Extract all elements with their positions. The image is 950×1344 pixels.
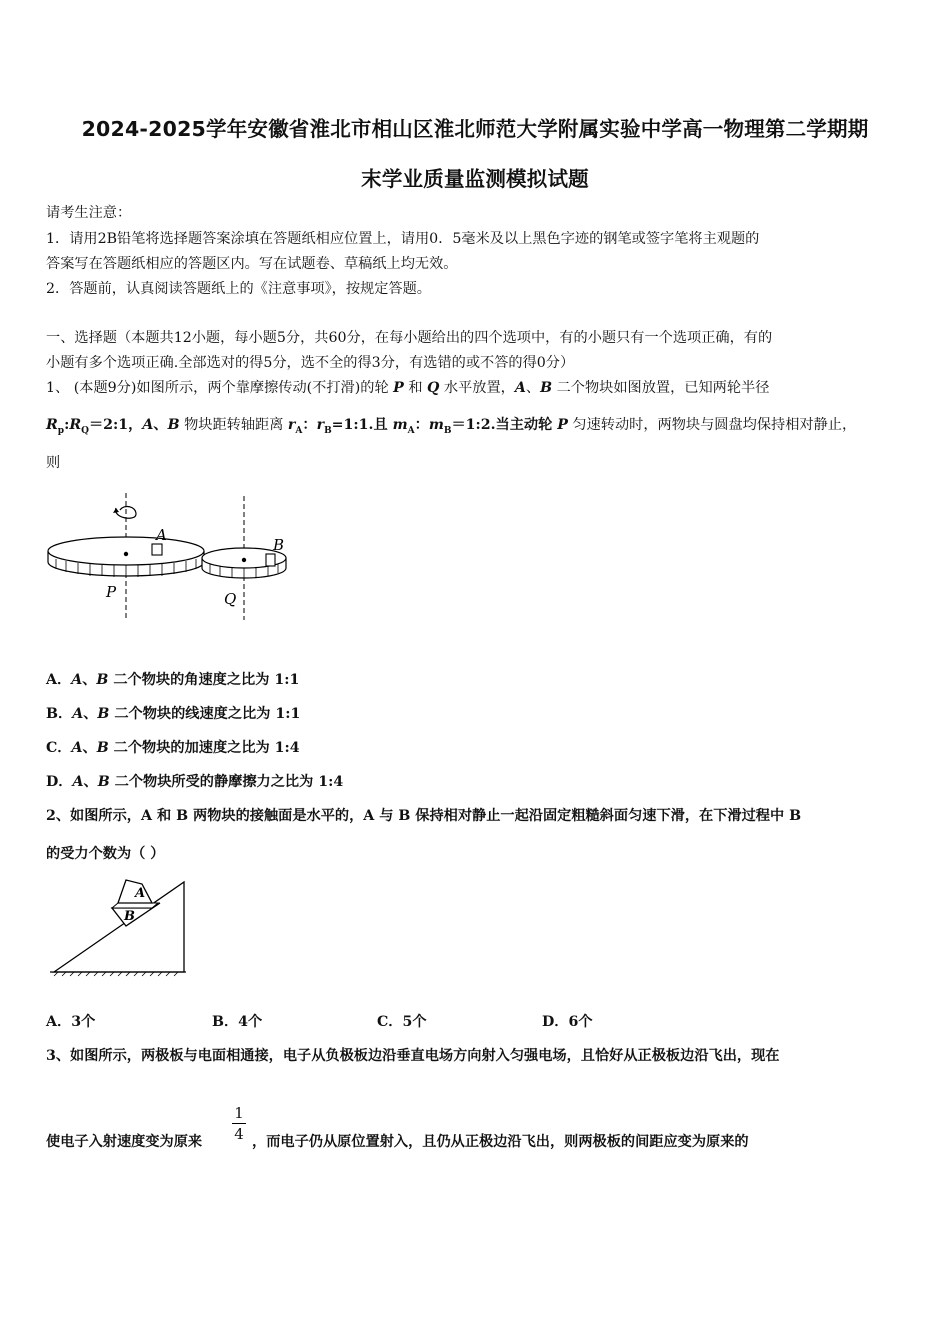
question-1-stem-line2: $R_p:R_Q=2:1$，A、B 物块距转轴距离 $r_A$：$r_B=1:1$.且 $m_A$：$m_B=1:2$.当主动轮 P 匀速转动时，两物块与圆盘均保持相对静止，	[46, 417, 857, 436]
fraction-one-quarter: 1 4	[230, 1104, 248, 1143]
question-2-stem: 2、如图所示，A 和 B 两物块的接触面是水平的，A 与 B 保持相对静止一起沿固定粗糙斜面匀速下滑，在下滑过程中 B	[46, 808, 802, 824]
notice-item-1: 1．请用2B铅笔将选择题答案涂填在答题纸相应位置上，请用0．5毫米及以上黑色字迹的钢笔或签字笔将主观题的	[46, 231, 760, 247]
q2-option-c: C．5个	[377, 1014, 427, 1030]
q1-option-a: A．A、B 二个物块的角速度之比为 1:1	[46, 672, 300, 688]
question-3-stem-line2b: ，而电子仍从原位置射入，且仍从正极边沿飞出，则两极板的间距应变为原来的	[252, 1134, 749, 1150]
label-p: P	[106, 583, 117, 601]
page-title-line2: 末学业质量监测模拟试题	[361, 167, 589, 191]
question-3-stem: 3、如图所示，两极板与电面相通接，电子从负极板边沿垂直电场方向射入匀强电场，且恰好从正极板边沿飞出，现在	[46, 1048, 780, 1064]
question-3-stem-line2a: 使电子入射速度变为原来	[46, 1134, 203, 1150]
incline-figure	[48, 872, 190, 984]
question-1-stem-line3: 则	[46, 455, 61, 471]
notice-item-2: 2．答题前，认真阅读答题纸上的《注意事项》，按规定答题。	[46, 281, 431, 297]
question-2-stem-line2: 的受力个数为（ ）	[46, 846, 165, 862]
friction-wheels-figure	[44, 488, 304, 628]
q2-option-a: A．3个	[46, 1014, 96, 1030]
q1-option-c: C．A、B 二个物块的加速度之比为 1:4	[46, 740, 300, 756]
label-b: B	[273, 536, 285, 554]
notice-item-1-cont: 答案写在答题纸相应的答题区内。写在试题卷、草稿纸上均无效。	[46, 256, 458, 272]
label-q: Q	[224, 590, 237, 608]
page-title: 2024-2025学年安徽省淮北市相山区淮北师范大学附属实验中学高一物理第二学期期	[81, 117, 869, 141]
q1-option-b: B．A、B 二个物块的线速度之比为 1:1	[46, 706, 301, 722]
q2-option-b: B．4个	[212, 1014, 263, 1030]
q2-option-d: D．6个	[542, 1014, 593, 1030]
question-1-stem: 1、 (本题9分)如图所示，两个靠摩擦传动(不打滑)的轮 P 和 Q 水平放置，A、B 二个物块如图放置，已知两轮半径	[46, 380, 770, 396]
label-a: A	[135, 886, 146, 901]
section-heading-cont: 小题有多个选项正确.全部选对的得5分，选不全的得3分，有选错的或不答的得0分）	[46, 355, 575, 371]
label-b: B	[124, 909, 135, 924]
label-a: A	[156, 526, 167, 544]
q1-option-d: D．A、B 二个物块所受的静摩擦力之比为 1:4	[46, 774, 344, 790]
section-heading: 一、选择题（本题共12小题，每小题5分，共60分，在每小题给出的四个选项中，有的小题只有一个选项正确，有的	[46, 330, 773, 346]
notice-heading: 请考生注意：	[46, 205, 132, 221]
